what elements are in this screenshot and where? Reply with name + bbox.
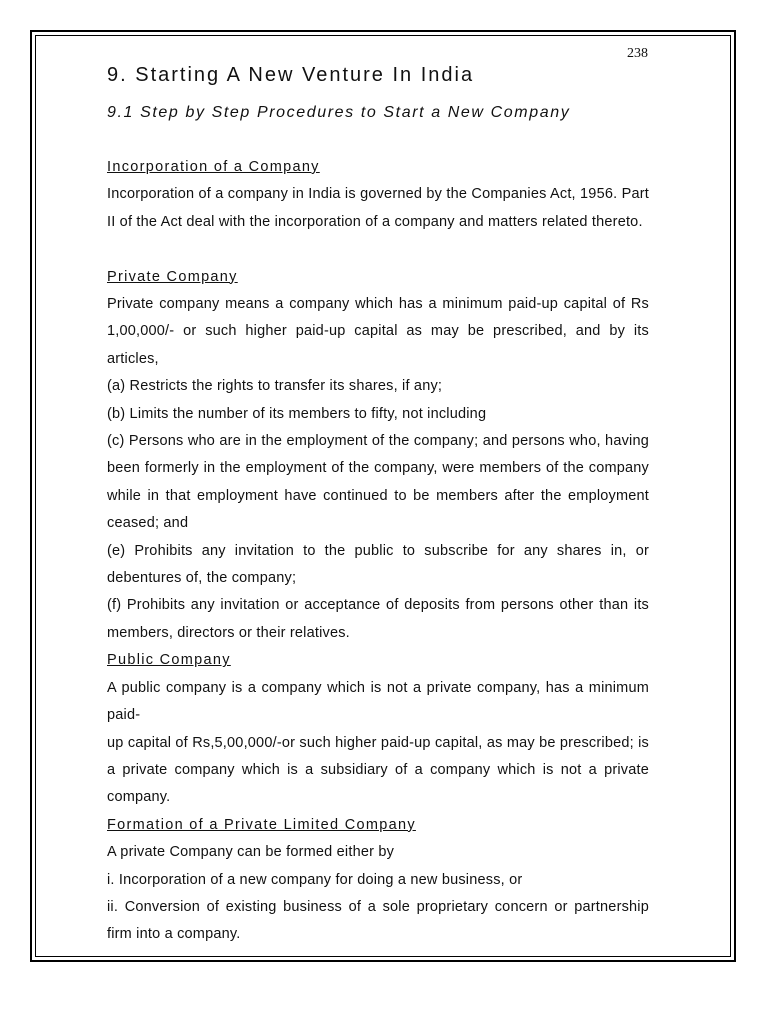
- private-company-item-b: (b) Limits the number of its members to fifty, not including: [107, 405, 487, 422]
- public-company-section: [107, 647, 649, 811]
- formation-item-ii: ii. Conversion of existing business of a sole proprietary concern or partnership firm into a company.: [107, 898, 649, 943]
- incorporation-text: Incorporation of a company in India is governed by the Companies Act, 1956. Part II of the Act deal with the incorporation of a company and matters related thereto.: [107, 186, 649, 230]
- private-company-item-a: (a) Restricts the rights to transfer its shares, if any;: [107, 378, 443, 395]
- private-company-item-f: (f) Prohibits any invitation or acceptance of deposits from persons other than its members, directors or their relatives.: [107, 597, 649, 641]
- formation-item-i: i. Incorporation of a new company for doing a new business, or: [107, 871, 523, 888]
- document-body: [107, 62, 649, 949]
- chapter-title: 9. Starting A New Venture In India: [107, 64, 475, 86]
- public-company-text-1: A public company is a company which is not a private company, has a minimum paid-: [107, 679, 649, 724]
- formation-heading: Formation of a Private Limited Company: [107, 816, 416, 833]
- public-company-text-2: up capital of Rs,5,00,000/-or such higher paid-up capital, as may be prescribed; is a private company which is a subsidiary of a company which is not a private company.: [107, 734, 649, 806]
- private-company-section: [107, 264, 649, 648]
- page-number: 238: [627, 46, 648, 61]
- private-company-heading: Private Company: [107, 268, 238, 285]
- private-company-item-c: (c) Persons who are in the employment of the company; and persons who, having been formerly in the employment of the company, were members of the company while in that employment have continued to be members after the employment ceased; and: [107, 433, 649, 532]
- private-company-item-e: (e) Prohibits any invitation to the public to subscribe for any shares in, or debentures of, the company;: [107, 542, 649, 587]
- formation-intro: A private Company can be formed either by: [107, 844, 395, 861]
- incorporation-heading: Incorporation of a Company: [107, 159, 320, 175]
- incorporation-section: [107, 154, 649, 236]
- section-title: 9.1 Step by Step Procedures to Start a New Company: [107, 104, 571, 121]
- formation-section: [107, 812, 649, 949]
- public-company-heading: Public Company: [107, 652, 231, 669]
- private-company-intro: Private company means a company which has a minimum paid-up capital of Rs 1,00,000/- or such higher paid-up capital as may be prescribed, and by its articles,: [107, 296, 649, 367]
